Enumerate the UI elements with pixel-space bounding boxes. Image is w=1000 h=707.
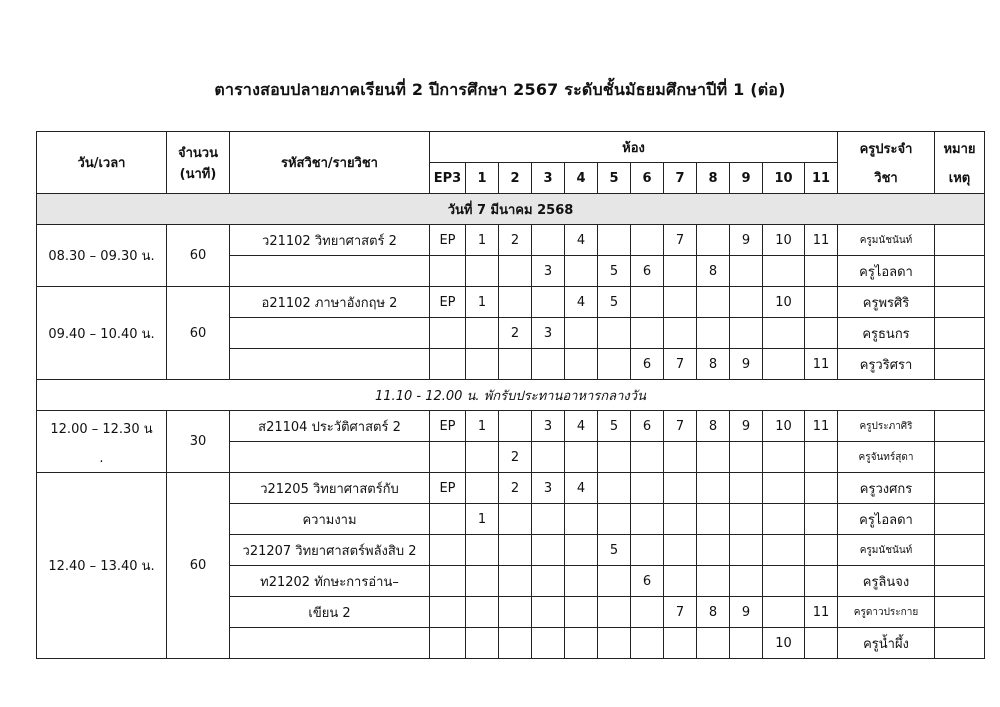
remark-cell: [935, 225, 985, 256]
room-cell: 10: [763, 411, 805, 442]
room-cell: [466, 256, 499, 287]
room-cell: [532, 597, 565, 628]
header-remark: [935, 132, 985, 194]
room-cell: [466, 442, 499, 473]
room-cell: 8: [697, 597, 730, 628]
room-header-cell: 11: [805, 163, 838, 194]
room-cell: 11: [805, 411, 838, 442]
room-cell: [466, 628, 499, 659]
teacher-cell: ครูพรศิริ: [838, 287, 935, 318]
room-cell: [430, 318, 466, 349]
room-cell: 11: [805, 225, 838, 256]
teacher-cell: ครูลินจง: [838, 566, 935, 597]
room-cell: [598, 473, 631, 504]
room-cell: [430, 628, 466, 659]
room-cell: [598, 597, 631, 628]
day-row: [37, 194, 985, 225]
room-cell: [499, 256, 532, 287]
room-cell: 1: [466, 411, 499, 442]
room-cell: [805, 566, 838, 597]
room-cell: [697, 473, 730, 504]
room-cell: 4: [565, 225, 598, 256]
room-cell: 2: [499, 225, 532, 256]
subject-cell: [230, 442, 430, 473]
remark-cell: [935, 566, 985, 597]
room-cell: 6: [631, 566, 664, 597]
room-cell: [532, 442, 565, 473]
room-cell: [466, 597, 499, 628]
subject-cell: ความงาม: [230, 504, 430, 535]
header-remark-line1: หมาย: [943, 141, 976, 157]
room-cell: [565, 442, 598, 473]
room-cell: [532, 287, 565, 318]
teacher-cell: ครูไอลดา: [838, 504, 935, 535]
room-cell: [631, 287, 664, 318]
room-cell: 6: [631, 256, 664, 287]
room-header-cell: 8: [697, 163, 730, 194]
room-cell: [763, 318, 805, 349]
room-cell: 3: [532, 318, 565, 349]
header-row-top: [37, 132, 985, 163]
teacher-cell: ครูจันทร์สุดา: [838, 442, 935, 473]
room-cell: [499, 597, 532, 628]
room-cell: 4: [565, 473, 598, 504]
room-cell: [430, 442, 466, 473]
room-cell: [631, 504, 664, 535]
day-label: วันที่ 7 มีนาคม 2568: [37, 194, 985, 225]
room-cell: [805, 256, 838, 287]
room-cell: [430, 566, 466, 597]
room-cell: 7: [664, 597, 697, 628]
header-rooms: ห้อง: [430, 132, 838, 163]
room-cell: [499, 287, 532, 318]
remark-cell: [935, 411, 985, 442]
table-row: [37, 287, 985, 318]
teacher-cell: ครูดาวประกาย: [838, 597, 935, 628]
room-cell: [631, 442, 664, 473]
room-header-cell: EP3: [430, 163, 466, 194]
remark-cell: [935, 628, 985, 659]
room-cell: [697, 442, 730, 473]
room-cell: [499, 504, 532, 535]
room-cell: [598, 225, 631, 256]
room-cell: [430, 349, 466, 380]
room-cell: [598, 442, 631, 473]
room-cell: 7: [664, 225, 697, 256]
teacher-cell: ครูไอลดา: [838, 256, 935, 287]
room-cell: [805, 473, 838, 504]
room-cell: [763, 566, 805, 597]
table-row: [37, 473, 985, 504]
teacher-cell: ครูมนัชนันท์: [838, 225, 935, 256]
room-cell: [730, 256, 763, 287]
room-cell: [532, 504, 565, 535]
subject-cell: อ21102 ภาษาอังกฤษ 2: [230, 287, 430, 318]
page-title: ตารางสอบปลายภาคเรียนที่ 2 ปีการศึกษา 2567 ระดับชั้นมัธยมศึกษาปีที่ 1 (ต่อ): [214, 80, 786, 99]
room-cell: [598, 566, 631, 597]
table-row: [37, 411, 985, 442]
room-cell: 3: [532, 473, 565, 504]
room-cell: [664, 566, 697, 597]
room-cell: 1: [466, 287, 499, 318]
room-cell: 6: [631, 411, 664, 442]
break-row: [37, 380, 985, 411]
room-cell: [565, 256, 598, 287]
room-cell: [664, 318, 697, 349]
room-cell: 11: [805, 349, 838, 380]
remark-cell: [935, 473, 985, 504]
room-cell: 8: [697, 349, 730, 380]
room-cell: [430, 504, 466, 535]
room-cell: [730, 628, 763, 659]
subject-cell: [230, 628, 430, 659]
room-cell: [697, 225, 730, 256]
room-cell: 10: [763, 225, 805, 256]
room-cell: [763, 442, 805, 473]
room-cell: EP: [430, 473, 466, 504]
room-cell: [664, 473, 697, 504]
room-cell: [763, 256, 805, 287]
room-header-cell: 1: [466, 163, 499, 194]
room-cell: [430, 256, 466, 287]
remark-cell: [935, 349, 985, 380]
header-minutes-line2: (นาที): [179, 166, 217, 182]
remark-cell: [935, 504, 985, 535]
room-cell: [697, 287, 730, 318]
room-cell: [430, 535, 466, 566]
room-cell: [598, 349, 631, 380]
room-cell: 5: [598, 535, 631, 566]
teacher-cell: ครูมนัชนันท์: [838, 535, 935, 566]
room-cell: 7: [664, 411, 697, 442]
subject-cell: ว21207 วิทยาศาสตร์พลังสิบ 2: [230, 535, 430, 566]
room-cell: [598, 628, 631, 659]
room-cell: [565, 628, 598, 659]
room-header-cell: 7: [664, 163, 697, 194]
room-cell: [805, 628, 838, 659]
room-cell: [598, 318, 631, 349]
room-cell: 9: [730, 411, 763, 442]
room-cell: 2: [499, 473, 532, 504]
room-cell: 5: [598, 287, 631, 318]
room-cell: [697, 318, 730, 349]
room-cell: [730, 535, 763, 566]
room-cell: [763, 535, 805, 566]
room-cell: [730, 566, 763, 597]
session-time-text: 09.40 – 10.40 น.: [48, 326, 155, 342]
teacher-cell: ครูประภาศิริ: [838, 411, 935, 442]
room-header-cell: 2: [499, 163, 532, 194]
header-teacher-line2: วิชา: [874, 170, 898, 186]
room-cell: [763, 597, 805, 628]
teacher-cell: ครูวริศรา: [838, 349, 935, 380]
room-cell: [664, 628, 697, 659]
room-cell: [631, 535, 664, 566]
session-time: [37, 411, 167, 473]
room-cell: 4: [565, 287, 598, 318]
teacher-cell: ครูวงศกร: [838, 473, 935, 504]
room-cell: [466, 566, 499, 597]
session-time: [37, 473, 167, 659]
session-time: [37, 225, 167, 287]
room-cell: [730, 442, 763, 473]
room-header-cell: 3: [532, 163, 565, 194]
remark-cell: [935, 442, 985, 473]
room-cell: 8: [697, 256, 730, 287]
room-cell: 9: [730, 349, 763, 380]
room-cell: [466, 349, 499, 380]
break-label: 11.10 - 12.00 น. พักรับประทานอาหารกลางวัน: [37, 380, 985, 411]
subject-cell: ว21102 วิทยาศาสตร์ 2: [230, 225, 430, 256]
room-cell: [763, 349, 805, 380]
room-cell: [598, 504, 631, 535]
room-header-cell: 5: [598, 163, 631, 194]
subject-cell: [230, 256, 430, 287]
subject-cell: [230, 318, 430, 349]
room-cell: 9: [730, 597, 763, 628]
room-cell: [499, 535, 532, 566]
room-cell: [664, 535, 697, 566]
room-cell: 1: [466, 225, 499, 256]
session-minutes: 60: [167, 287, 230, 380]
room-cell: EP: [430, 411, 466, 442]
subject-cell: เขียน 2: [230, 597, 430, 628]
room-cell: [532, 349, 565, 380]
subject-cell: ส21104 ประวัติศาสตร์ 2: [230, 411, 430, 442]
room-cell: [565, 566, 598, 597]
room-cell: [763, 473, 805, 504]
room-cell: [466, 535, 499, 566]
room-cell: EP: [430, 287, 466, 318]
teacher-cell: ครูน้ำผึ้ง: [838, 628, 935, 659]
room-cell: [565, 349, 598, 380]
room-cell: EP: [430, 225, 466, 256]
header-minutes-line1: จำนวน: [178, 145, 218, 161]
teacher-cell: ครูธนกร: [838, 318, 935, 349]
room-cell: [730, 504, 763, 535]
session-time: [37, 287, 167, 380]
room-header-cell: 6: [631, 163, 664, 194]
session-time-text: 12.40 – 13.40 น.: [48, 559, 155, 574]
subject-cell: ท21202 ทักษะการอ่าน–: [230, 566, 430, 597]
room-cell: [664, 287, 697, 318]
room-cell: [763, 504, 805, 535]
session-minutes: 30: [167, 411, 230, 473]
table-body: [37, 132, 985, 659]
room-header-cell: 9: [730, 163, 763, 194]
room-cell: [499, 349, 532, 380]
room-cell: [466, 473, 499, 504]
remark-cell: [935, 535, 985, 566]
room-cell: [499, 566, 532, 597]
session-time-extra: .: [99, 450, 104, 466]
room-cell: [466, 318, 499, 349]
room-cell: [805, 318, 838, 349]
room-cell: [805, 504, 838, 535]
room-cell: [631, 628, 664, 659]
session-minutes: 60: [167, 473, 230, 659]
room-cell: 8: [697, 411, 730, 442]
room-header-cell: 10: [763, 163, 805, 194]
room-cell: [631, 473, 664, 504]
room-cell: 3: [532, 411, 565, 442]
session-time-text: 12.00 – 12.30 น: [50, 421, 153, 437]
remark-cell: [935, 597, 985, 628]
room-cell: 7: [664, 349, 697, 380]
room-cell: 4: [565, 411, 598, 442]
remark-cell: [935, 256, 985, 287]
room-cell: 9: [730, 225, 763, 256]
room-cell: [730, 473, 763, 504]
remark-cell: [935, 318, 985, 349]
subject-cell: ว21205 วิทยาศาสตร์กับ: [230, 473, 430, 504]
header-teacher: [838, 132, 935, 194]
room-cell: [631, 225, 664, 256]
remark-cell: [935, 287, 985, 318]
header-time: วัน/เวลา: [37, 132, 167, 194]
room-cell: [532, 566, 565, 597]
room-header-cell: 4: [565, 163, 598, 194]
room-cell: [565, 597, 598, 628]
table-row: [37, 225, 985, 256]
room-cell: [631, 597, 664, 628]
room-cell: [565, 535, 598, 566]
room-cell: [730, 287, 763, 318]
session-minutes: 60: [167, 225, 230, 287]
room-cell: 10: [763, 287, 805, 318]
room-cell: [532, 628, 565, 659]
exam-schedule-table: [36, 131, 985, 659]
room-cell: [697, 628, 730, 659]
room-cell: 10: [763, 628, 805, 659]
room-cell: [565, 318, 598, 349]
room-cell: [499, 411, 532, 442]
room-cell: [631, 318, 664, 349]
room-cell: [805, 535, 838, 566]
room-cell: [532, 225, 565, 256]
header-remark-line2: เหตุ: [948, 170, 971, 186]
room-cell: 5: [598, 411, 631, 442]
session-time-text: 08.30 – 09.30 น.: [48, 249, 155, 264]
room-cell: 3: [532, 256, 565, 287]
room-cell: [730, 318, 763, 349]
room-cell: 6: [631, 349, 664, 380]
room-cell: [430, 597, 466, 628]
room-cell: 2: [499, 442, 532, 473]
room-cell: [697, 566, 730, 597]
room-cell: 2: [499, 318, 532, 349]
room-cell: 5: [598, 256, 631, 287]
header-teacher-line1: ครูประจำ: [859, 141, 913, 157]
room-cell: [499, 628, 532, 659]
subject-cell: [230, 349, 430, 380]
header-subject: รหัสวิชา/รายวิชา: [230, 132, 430, 194]
room-cell: [664, 442, 697, 473]
room-cell: [532, 535, 565, 566]
room-cell: [805, 287, 838, 318]
room-cell: 1: [466, 504, 499, 535]
room-cell: 11: [805, 597, 838, 628]
room-cell: [664, 256, 697, 287]
header-minutes: [167, 132, 230, 194]
room-cell: [664, 504, 697, 535]
room-cell: [565, 504, 598, 535]
room-cell: [697, 504, 730, 535]
room-cell: [805, 442, 838, 473]
room-cell: [697, 535, 730, 566]
